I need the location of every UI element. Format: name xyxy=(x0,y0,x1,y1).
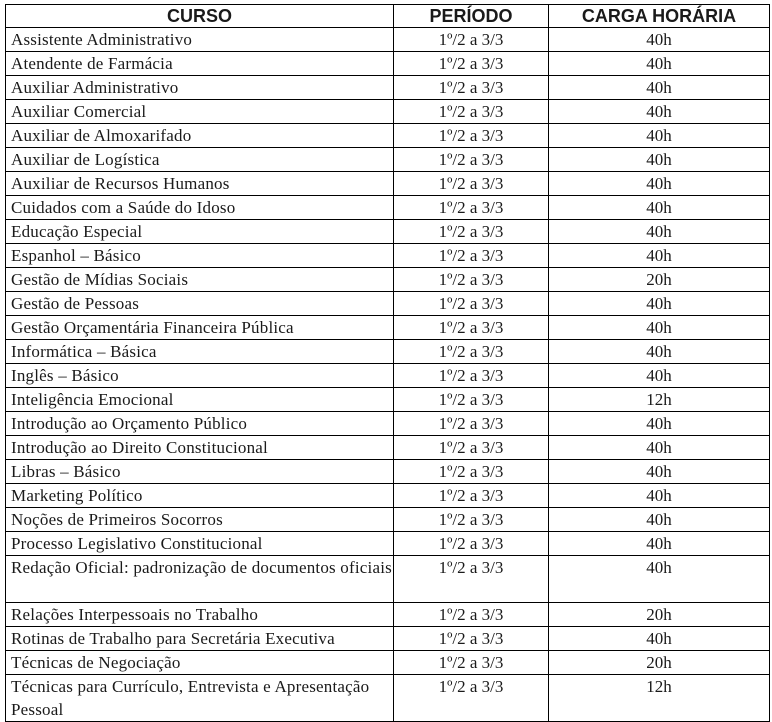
cell-carga-horaria: 40h xyxy=(549,627,770,651)
cell-periodo: 1º/2 a 3/3 xyxy=(394,651,549,675)
cell-periodo: 1º/2 a 3/3 xyxy=(394,148,549,172)
cell-carga-horaria: 20h xyxy=(549,603,770,627)
cell-curso: Técnicas para Currículo, Entrevista e Apresentação Pessoal xyxy=(6,675,394,722)
table-row xyxy=(6,364,770,388)
table-row xyxy=(6,124,770,148)
table-row xyxy=(6,220,770,244)
cell-curso: Gestão de Pessoas xyxy=(6,292,394,316)
cell-periodo: 1º/2 a 3/3 xyxy=(394,52,549,76)
table-header-row xyxy=(6,5,770,28)
table-row xyxy=(6,532,770,556)
header-curso: CURSO xyxy=(6,5,394,28)
table-row xyxy=(6,651,770,675)
table-row xyxy=(6,412,770,436)
cell-curso: Libras – Básico xyxy=(6,460,394,484)
cell-curso: Auxiliar Comercial xyxy=(6,100,394,124)
cell-periodo: 1º/2 a 3/3 xyxy=(394,388,549,412)
header-carga-horaria: CARGA HORÁRIA xyxy=(549,5,770,28)
cell-carga-horaria: 40h xyxy=(549,76,770,100)
cell-curso: Auxiliar Administrativo xyxy=(6,76,394,100)
table-row xyxy=(6,172,770,196)
cell-curso: Técnicas de Negociação xyxy=(6,651,394,675)
table-row xyxy=(6,196,770,220)
cell-curso: Redação Oficial: padronização de documentos oficiais xyxy=(6,556,394,603)
table-row xyxy=(6,244,770,268)
table-row xyxy=(6,627,770,651)
cell-curso: Auxiliar de Recursos Humanos xyxy=(6,172,394,196)
cell-periodo: 1º/2 a 3/3 xyxy=(394,220,549,244)
cell-periodo: 1º/2 a 3/3 xyxy=(394,292,549,316)
cell-carga-horaria: 12h xyxy=(549,675,770,722)
cell-curso: Inglês – Básico xyxy=(6,364,394,388)
table-row xyxy=(6,340,770,364)
table-row xyxy=(6,52,770,76)
cell-periodo: 1º/2 a 3/3 xyxy=(394,76,549,100)
cell-curso: Assistente Administrativo xyxy=(6,28,394,52)
cell-carga-horaria: 40h xyxy=(549,340,770,364)
cell-curso: Processo Legislativo Constitucional xyxy=(6,532,394,556)
table-row xyxy=(6,603,770,627)
cell-periodo: 1º/2 a 3/3 xyxy=(394,532,549,556)
cell-periodo: 1º/2 a 3/3 xyxy=(394,508,549,532)
table-row xyxy=(6,28,770,52)
cell-periodo: 1º/2 a 3/3 xyxy=(394,675,549,722)
cell-carga-horaria: 40h xyxy=(549,52,770,76)
cell-periodo: 1º/2 a 3/3 xyxy=(394,364,549,388)
cell-carga-horaria: 40h xyxy=(549,220,770,244)
cell-carga-horaria: 40h xyxy=(549,364,770,388)
cell-carga-horaria: 40h xyxy=(549,244,770,268)
cell-carga-horaria: 40h xyxy=(549,124,770,148)
cell-carga-horaria: 40h xyxy=(549,28,770,52)
cell-periodo: 1º/2 a 3/3 xyxy=(394,268,549,292)
cell-periodo: 1º/2 a 3/3 xyxy=(394,28,549,52)
cell-carga-horaria: 20h xyxy=(549,651,770,675)
cell-carga-horaria: 40h xyxy=(549,412,770,436)
cell-carga-horaria: 40h xyxy=(549,196,770,220)
cell-periodo: 1º/2 a 3/3 xyxy=(394,460,549,484)
cell-curso: Relações Interpessoais no Trabalho xyxy=(6,603,394,627)
table-row xyxy=(6,148,770,172)
cell-curso: Auxiliar de Logística xyxy=(6,148,394,172)
cell-curso: Espanhol – Básico xyxy=(6,244,394,268)
cell-carga-horaria: 40h xyxy=(549,316,770,340)
table-row xyxy=(6,436,770,460)
cell-periodo: 1º/2 a 3/3 xyxy=(394,196,549,220)
cell-curso: Educação Especial xyxy=(6,220,394,244)
table-row xyxy=(6,484,770,508)
cell-carga-horaria: 20h xyxy=(549,268,770,292)
cell-periodo: 1º/2 a 3/3 xyxy=(394,124,549,148)
cell-periodo: 1º/2 a 3/3 xyxy=(394,316,549,340)
cell-carga-horaria: 40h xyxy=(549,148,770,172)
cell-carga-horaria: 40h xyxy=(549,436,770,460)
cell-periodo: 1º/2 a 3/3 xyxy=(394,603,549,627)
cell-curso: Gestão Orçamentária Financeira Pública xyxy=(6,316,394,340)
table-row xyxy=(6,76,770,100)
cell-curso: Noções de Primeiros Socorros xyxy=(6,508,394,532)
cell-curso: Informática – Básica xyxy=(6,340,394,364)
cell-periodo: 1º/2 a 3/3 xyxy=(394,556,549,603)
cell-carga-horaria: 40h xyxy=(549,100,770,124)
cell-carga-horaria: 40h xyxy=(549,556,770,603)
cell-curso: Inteligência Emocional xyxy=(6,388,394,412)
table-row xyxy=(6,675,770,722)
cell-periodo: 1º/2 a 3/3 xyxy=(394,244,549,268)
cell-periodo: 1º/2 a 3/3 xyxy=(394,172,549,196)
table-row xyxy=(6,388,770,412)
cell-curso: Auxiliar de Almoxarifado xyxy=(6,124,394,148)
table-row xyxy=(6,460,770,484)
cell-curso: Cuidados com a Saúde do Idoso xyxy=(6,196,394,220)
cell-carga-horaria: 40h xyxy=(549,172,770,196)
cell-carga-horaria: 40h xyxy=(549,460,770,484)
table-row xyxy=(6,268,770,292)
cell-periodo: 1º/2 a 3/3 xyxy=(394,484,549,508)
table-row xyxy=(6,316,770,340)
cell-periodo: 1º/2 a 3/3 xyxy=(394,100,549,124)
table-row xyxy=(6,556,770,603)
table-row xyxy=(6,292,770,316)
cell-periodo: 1º/2 a 3/3 xyxy=(394,412,549,436)
cell-carga-horaria: 12h xyxy=(549,388,770,412)
courses-table xyxy=(5,4,770,722)
cell-curso: Atendente de Farmácia xyxy=(6,52,394,76)
cell-periodo: 1º/2 a 3/3 xyxy=(394,436,549,460)
cell-carga-horaria: 40h xyxy=(549,532,770,556)
header-periodo: PERÍODO xyxy=(394,5,549,28)
cell-carga-horaria: 40h xyxy=(549,292,770,316)
cell-curso: Rotinas de Trabalho para Secretária Executiva xyxy=(6,627,394,651)
cell-carga-horaria: 40h xyxy=(549,508,770,532)
cell-periodo: 1º/2 a 3/3 xyxy=(394,340,549,364)
table-row xyxy=(6,508,770,532)
cell-curso: Marketing Político xyxy=(6,484,394,508)
cell-carga-horaria: 40h xyxy=(549,484,770,508)
cell-curso: Gestão de Mídias Sociais xyxy=(6,268,394,292)
table-row xyxy=(6,100,770,124)
cell-curso: Introdução ao Direito Constitucional xyxy=(6,436,394,460)
table-body xyxy=(6,28,770,722)
cell-periodo: 1º/2 a 3/3 xyxy=(394,627,549,651)
cell-curso: Introdução ao Orçamento Público xyxy=(6,412,394,436)
